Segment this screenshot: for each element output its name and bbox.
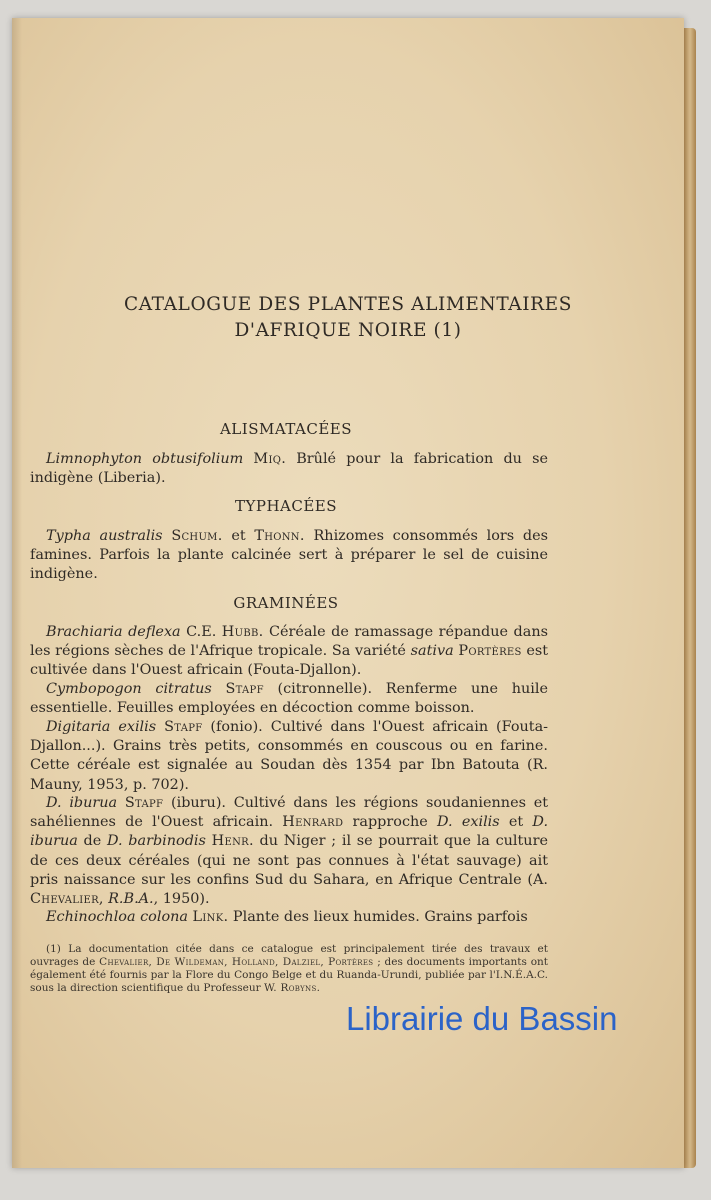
variety-name: sativa <box>410 643 454 660</box>
species-name: D. exilis <box>437 814 500 831</box>
entry-text: et <box>499 814 533 831</box>
author: Henrard <box>282 814 344 831</box>
author: Thonn. <box>254 528 305 544</box>
book-page <box>12 18 684 1168</box>
entry-text: Rhizomes consommés lors des famines. Parfois la plante calcinée sert à préparer le sel de cuisine indigène. <box>30 528 549 583</box>
entry-limnophyton <box>30 450 548 488</box>
footnote-text: . <box>316 982 320 994</box>
author: Henr. <box>211 833 254 850</box>
footnote-authors: Chevalier, De Wildeman, Holland, Dalziel, Portères <box>99 956 374 968</box>
watermark: Librairie du Bassin <box>346 1000 618 1037</box>
entry-text: rapproche <box>343 814 438 831</box>
species-name: Typha australis <box>46 528 163 544</box>
footnote <box>30 943 548 995</box>
entry-text: Céréale de ramassage répandue dans les régions sèches de l'Afrique tropicale. Sa variété <box>30 624 548 660</box>
title-line-2: D'AFRIQUE NOIRE (1) <box>234 320 462 341</box>
footnote-text: La documentation citée dans ce catalogue est principalement tirée des travaux et ouvrages de <box>30 943 548 968</box>
author: Stapf <box>164 719 203 735</box>
author: Link. <box>192 909 229 925</box>
entry-cymbopogon <box>30 680 548 718</box>
entry-text: , 1950). <box>153 891 210 908</box>
section-alismatacees: ALISMATACÉES <box>219 420 353 438</box>
entry-text: (citronnelle). Renferme une huile essentielle. Feuilles employées en décoction comme boisson. <box>30 681 548 717</box>
species-name: D. iburua <box>30 814 549 850</box>
author: Hubb. <box>221 624 264 640</box>
entry-brachiaria <box>30 623 548 681</box>
entry-typha <box>30 527 548 585</box>
author: Stapf <box>124 795 164 811</box>
entry-text: Plante des lieux humides. Grains parfois <box>228 909 528 925</box>
author-initials: C.E. <box>180 624 222 640</box>
author: Schum. <box>171 528 223 544</box>
reference: R.B.A. <box>108 891 154 908</box>
entry-text: (fonio). Cultivé dans l'Ouest africain (Fouta-Djallon...). Grains très petits, consommés en couscous ou en farine. Cette céréale est signalée au Soudan dès 1354 par Ibn Batouta (R. Mauny, 1953, p. 702). <box>30 719 549 793</box>
entry-text: , <box>98 891 109 908</box>
entry-text: (iburu). Cultivé dans les régions soudaniennes et sahéliennes de l'Ouest africain. <box>30 795 548 831</box>
section-typhacees: TYPHACÉES <box>234 497 338 515</box>
entry-text: de <box>77 833 107 850</box>
footnote-author: W. Robyns <box>264 982 317 994</box>
author: Miq. <box>253 451 287 467</box>
author: Portères <box>458 643 522 660</box>
entry-text: est cultivée dans l'Ouest africain (Fouta-Djallon). <box>30 643 549 679</box>
conjunction: et <box>222 528 255 544</box>
species-name: Limnophyton obtusifolium <box>46 451 244 467</box>
section-graminees: GRAMINÉES <box>233 594 339 612</box>
species-name: D. barbinodis <box>106 833 206 850</box>
entry-text: du Niger ; il se pourrait que la culture de ces deux céréales (qui ne sont pas connues à l'état sauvage) ait pris naissance sur les confins Sud du Sahara, en Afrique Centrale (A. <box>30 833 548 888</box>
entry-echinochloa <box>30 908 548 927</box>
species-name: D. iburua <box>46 795 118 811</box>
author: Chevalier <box>30 891 99 908</box>
species-name: Cymbopogon citratus <box>46 681 212 697</box>
footnote-text: ; des documents importants ont également été fournis par la Flore du Congo Belge et du Ruanda-Urundi, publiée par l'I.N.É.A.C. sous la direction scientifique du Professeur <box>30 956 549 994</box>
entry-iburua <box>30 794 548 909</box>
page-gutter <box>12 18 22 1168</box>
species-name: Brachiaria deflexa <box>46 624 181 640</box>
footnote-number: (1) <box>46 943 61 955</box>
title-line-1: CATALOGUE DES PLANTES ALIMENTAIRES <box>123 294 573 315</box>
species-name: Digitaria exilis <box>46 719 157 735</box>
species-name: Echinochloa colona <box>46 909 188 925</box>
author: Stapf <box>225 681 264 697</box>
entry-digitaria <box>30 718 548 795</box>
entry-text: Brûlé pour la fabrication du se indigène (Liberia). <box>30 451 548 487</box>
